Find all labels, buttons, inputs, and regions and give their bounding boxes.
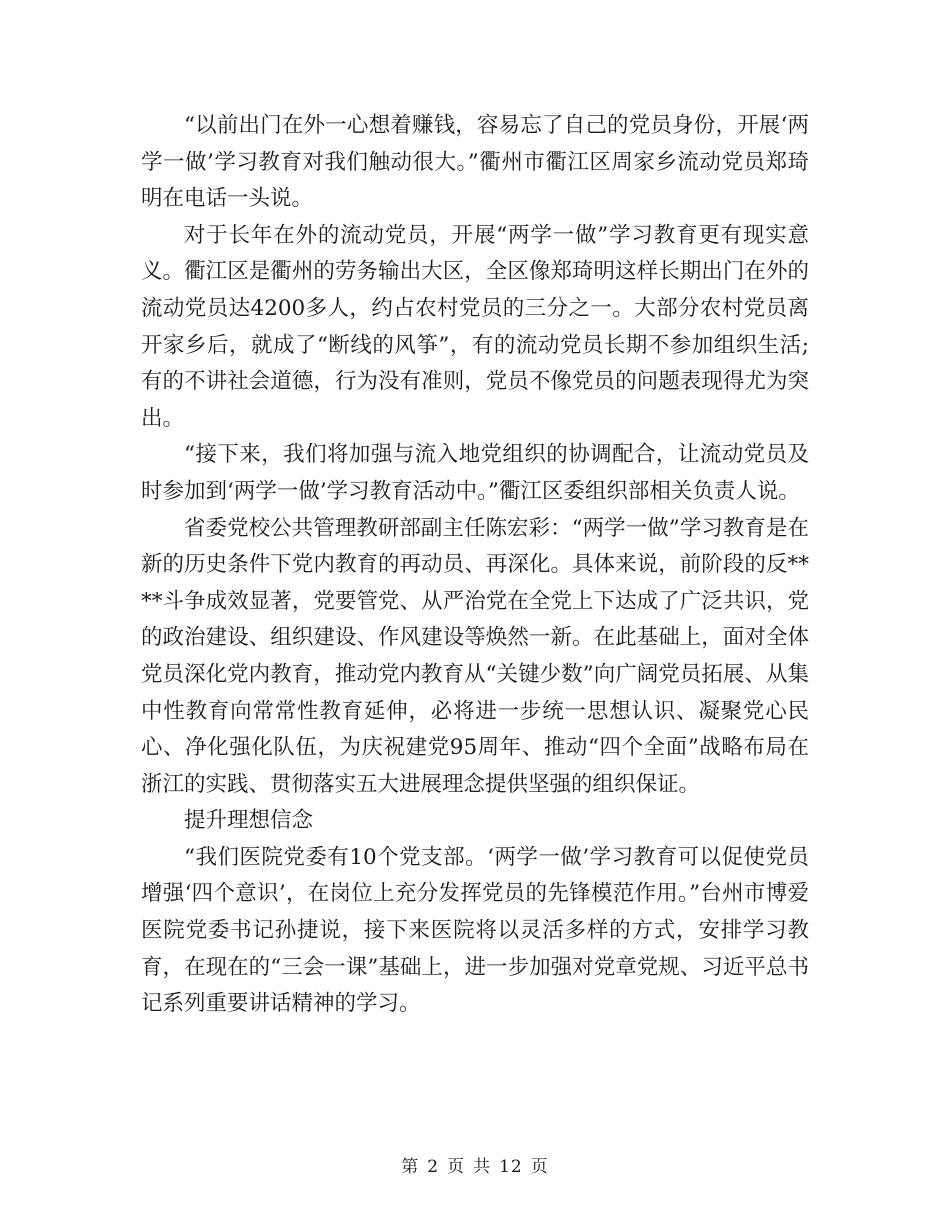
page-total: 12 (499, 1157, 523, 1177)
page-footer (0, 1152, 950, 1177)
paragraph-1: “以前出门在外一心想着赚钱，容易忘了自己的党员身份，开展‘两学一做’学习教育对我们触动很大。”衢州市衢江区周家乡流动党员郑琦明在电话一头说。 (141, 113, 809, 212)
paragraph-3: “接下来，我们将加强与流入地党组织的协调配合，让流动党员及时参加到‘两学一做’学习教育活动中。”衢江区委组织部相关负责人说。 (141, 442, 809, 504)
paragraph-4: 省委党校公共管理教研部副主任陈宏彩：“两学一做”学习教育是在新的历史条件下党内教育的再动员、再深化。具体来说，前阶段的反****斗争成效显著，党要管党、从严治党在全党上下达成了广泛共识，党的政治建设、组织建设、作风建设等焕然一新。在此基础上，面对全体党员深化党内教育，推动党内教育从“关键少数”向广阔党员拓展、从集中性教育向常常性教育延伸，必将进一步统一思想认识、凝聚党心民心、净化强化队伍，为庆祝建党95周年、推动“四个全面”战略布局在浙江的实践、贯彻落实五大进展理念提供坚强的组织保证。 (141, 515, 809, 797)
page-label-prefix: 第 (401, 1157, 420, 1177)
section-heading: 提升理想信念 (184, 808, 314, 834)
paragraph-5: “我们医院党委有10个党支部。‘两学一做’学习教育可以促使党员增强‘四个意识’，在岗位上充分发挥党员的先锋模范作用。”台州市博爱医院党委书记孙捷说，接下来医院将以灵活多样的方式，安排学习教育，在现在的“三会一课”基础上，进一步加强对党章党规、习近平总书记系列重要讲话精神的学习。 (141, 844, 809, 1017)
page-label-suffix: 页 (530, 1157, 549, 1177)
page-label-total-prefix: 共 (473, 1157, 492, 1177)
paragraph-2: 对于长年在外的流动党员，开展“两学一做”学习教育更有现实意义。衢江区是衢州的劳务输出大区，全区像郑琦明这样长期出门在外的流动党员达4200多人，约占农村党员的三分之一。大部分农村党员离开家乡后，就成了“断线的风筝”，有的流动党员长期不参加组织生活;有的不讲社会道德，行为没有准则，党员不像党员的问题表现得尤为突出。 (141, 222, 809, 431)
page-current: 2 (427, 1157, 440, 1177)
document-body (141, 108, 809, 1023)
page-label-mid: 页 (447, 1157, 466, 1177)
